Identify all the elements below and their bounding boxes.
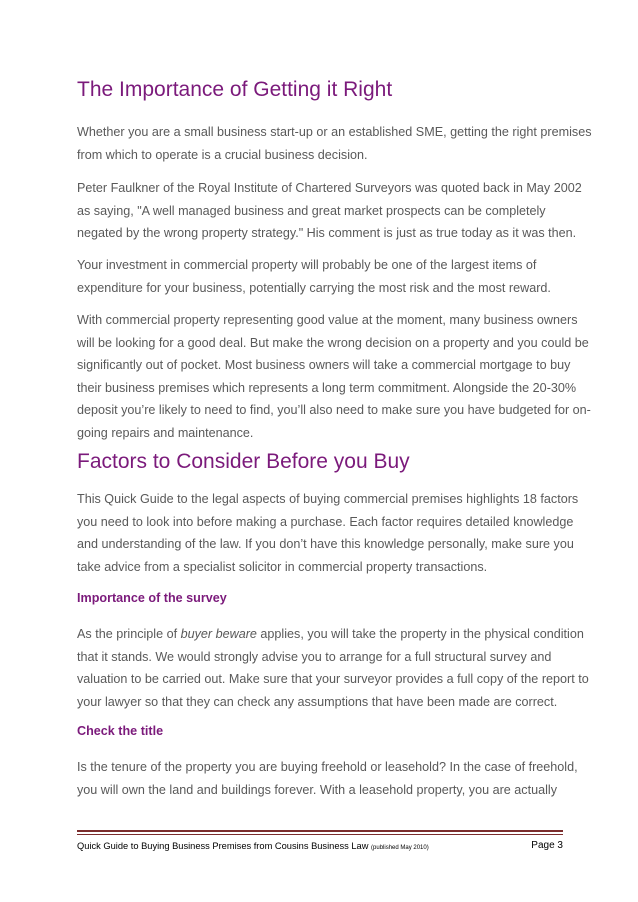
emphasis-buyer-beware: buyer beware: [180, 627, 257, 641]
page-number: Page 3: [531, 840, 563, 851]
text-line: will be looking for a good deal. But make the wrong decision on a property and you could be: [77, 335, 589, 350]
text-line: their business premises which represents a long term commitment. Alongside the 20-30%: [77, 380, 577, 395]
text-line: your lawyer so that they can check any assumptions that have been made are correct.: [77, 694, 558, 709]
paragraph-title: [77, 756, 578, 801]
text-line: negated by the wrong property strategy." His comment is just as true today as it was then.: [77, 226, 577, 240]
text-line: significantly out of pocket. Most business owners will take a commercial mortgage to buy: [77, 358, 571, 372]
footer-rule: [77, 830, 563, 832]
text-line: that it stands. We would strongly advise you to arrange for a full structural survey and: [77, 649, 552, 664]
text-line: With commercial property representing good value at the moment, many business owners: [77, 313, 578, 327]
text-line: valuation to be carried out. Make sure that your surveyor provides a full copy of the report to: [77, 672, 589, 686]
subheading-survey: Importance of the survey: [77, 591, 227, 605]
text-line: Whether you are a small business start-up or an established SME, getting the right premises: [77, 125, 592, 139]
text-line: take advice from a specialist solicitor in commercial property transactions.: [77, 559, 488, 574]
paragraph-value: [77, 309, 591, 444]
heading-importance: The Importance of Getting it Right: [77, 78, 393, 101]
paragraph-survey: [77, 623, 589, 713]
text-line: deposit you’re likely to need to find, you’ll also need to make sure you have budgeted for on-: [77, 403, 591, 417]
text-line: Your investment in commercial property will probably be one of the largest items of: [77, 258, 537, 272]
text-line: Peter Faulkner of the Royal Institute of Chartered Surveyors was quoted back in May 2002: [77, 181, 582, 195]
footer-rule-thin: [77, 834, 563, 835]
subheading-title: Check the title: [77, 724, 164, 738]
text-line: expenditure for your business, potentially carrying the most risk and the most reward.: [77, 280, 551, 295]
heading-factors: Factors to Consider Before you Buy: [77, 450, 410, 473]
paragraph-quick-guide: [77, 488, 579, 578]
text-line: going repairs and maintenance.: [77, 425, 254, 440]
text-line: This Quick Guide to the legal aspects of buying commercial premises highlights 18 factors: [77, 492, 579, 506]
text-line: from which to operate is a crucial business decision.: [77, 147, 368, 162]
paragraph-intro: [77, 121, 592, 166]
paragraph-investment: [77, 254, 564, 299]
text-line: Is the tenure of the property you are buying freehold or leasehold? In the case of freehold,: [77, 760, 578, 774]
text-line: as saying, "A well managed business and great market prospects can be completely: [77, 203, 546, 218]
footer-text: Quick Guide to Buying Business Premises from Cousins Business Law (published May 2010): [77, 841, 429, 851]
text-line: you will own the land and buildings forever. With a leasehold property, you are actually: [77, 782, 558, 797]
text-line: you need to look into before making a purchase. Each factor requires detailed knowledge: [77, 514, 574, 529]
text-line: and understanding of the law. If you don’t have this knowledge personally, make sure you: [77, 537, 574, 551]
paragraph-faulkner: [77, 177, 582, 245]
text-line: As the principle of buyer beware applies, you will take the property in the physical condition: [77, 627, 584, 641]
footer-published: (published May 2010): [371, 845, 429, 851]
